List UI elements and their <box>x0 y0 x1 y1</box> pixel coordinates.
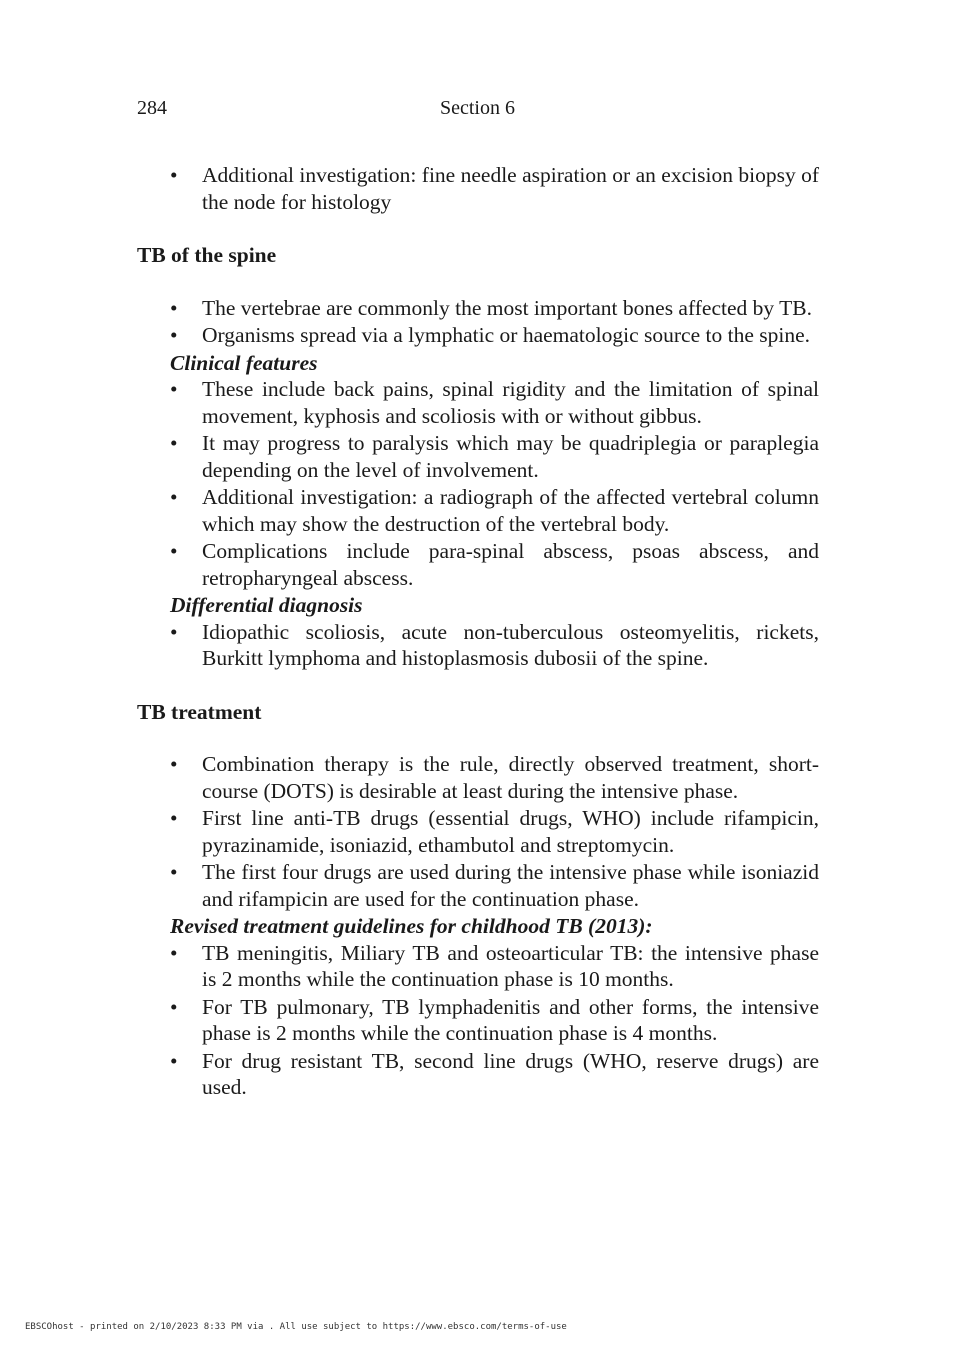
clinical-list <box>137 376 819 591</box>
subheading-differential-diagnosis: Differential diagnosis <box>170 593 363 617</box>
list-item: • First line anti-TB drugs (essential drugs, WHO) include rifampicin, pyrazinamide, isoniazid, ethambutol and streptomycin. <box>137 805 819 858</box>
list-item: • The vertebrae are commonly the most important bones affected by TB. <box>137 295 819 322</box>
list-item: • For drug resistant TB, second line drugs (WHO, reserve drugs) are used. <box>137 1048 819 1101</box>
intro-list <box>137 162 819 215</box>
spine-list <box>137 295 819 349</box>
running-head: Section 6 <box>440 97 515 119</box>
list-item: • Combination therapy is the rule, directly observed treatment, short-course (DOTS) is desirable at least during the intensive phase. <box>137 751 819 804</box>
subheading-clinical-features: Clinical features <box>170 350 318 375</box>
print-footer: EBSCOhost - printed on 2/10/2023 8:33 PM via . All use subject to https://www.ebsco.com/terms-of-use <box>25 1322 567 1332</box>
list-item: • Organisms spread via a lymphatic or haematologic source to the spine. <box>137 322 819 349</box>
differential-list <box>137 619 819 672</box>
list-item: • The first four drugs are used during the intensive phase while isoniazid and rifampicin are used for the continuation phase. <box>137 859 819 912</box>
list-item: • Additional investigation: fine needle aspiration or an excision biopsy of the node for histology <box>137 162 819 215</box>
section-heading-spine: TB of the spine <box>137 243 277 267</box>
list-item: • Additional investigation: a radiograph of the affected vertebral column which may show the destruction of the vertebral body. <box>137 484 819 537</box>
page-body <box>137 162 819 1102</box>
list-item: • It may progress to paralysis which may be quadriplegia or paraplegia depending on the level of involvement. <box>137 430 819 483</box>
list-item: • Complications include para-spinal abscess, psoas abscess, and retropharyngeal abscess. <box>137 538 819 591</box>
list-item: • These include back pains, spinal rigidity and the limitation of spinal movement, kyphosis and scoliosis with or without gibbus. <box>137 376 819 429</box>
subheading-revised-guidelines: Revised treatment guidelines for childhood TB (2013): <box>170 914 653 938</box>
list-item: • Idiopathic scoliosis, acute non-tuberculous osteomyelitis, rickets, Burkitt lymphoma and histoplasmosis dubosii of the spine. <box>137 619 819 672</box>
guidelines-list <box>137 940 819 1101</box>
list-item: • TB meningitis, Miliary TB and osteoarticular TB: the intensive phase is 2 months while the continuation phase is 10 months. <box>137 940 819 993</box>
list-item: • For TB pulmonary, TB lymphadenitis and other forms, the intensive phase is 2 months while the continuation phase is 4 months. <box>137 994 819 1047</box>
page-number: 284 <box>137 97 167 119</box>
section-heading-treatment: TB treatment <box>137 699 262 724</box>
treatment-list <box>137 751 819 912</box>
